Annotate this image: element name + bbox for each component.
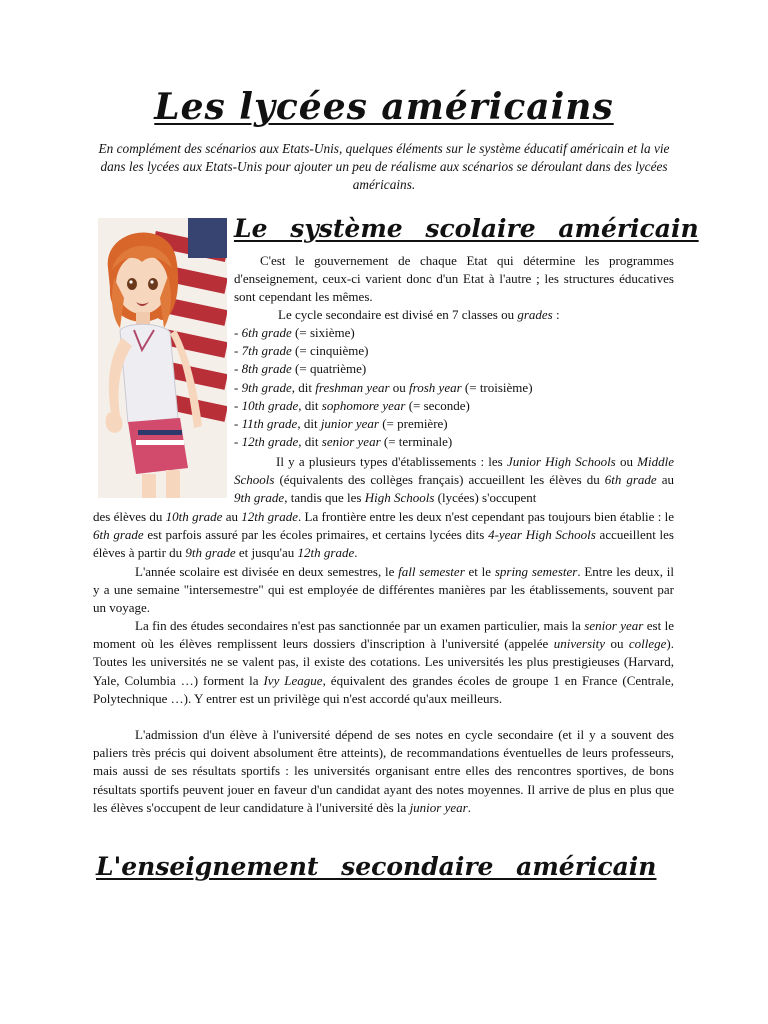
list-item: - 12th grade, dit senior year (= terminale) <box>234 434 453 450</box>
list-item: - 11th grade, dit junior year (= première) <box>234 416 448 432</box>
anime-girl-flag-illustration-icon <box>98 218 227 498</box>
grades-list <box>234 324 674 451</box>
paragraph-cycle-secondaire: Le cycle secondaire est divisé en 7 classes ou grades : <box>278 307 560 322</box>
paragraph-annee-scolaire: L'année scolaire est divisée en deux semestres, le fall semester et le spring semester. Entre les deux, il y a une semaine "intersemestre" qui est employée de différentes manières par les établissements, souvent par un voyage. <box>93 564 674 616</box>
list-item: - 10th grade, dit sophomore year (= seconde) <box>234 397 470 413</box>
paragraph-fin-etudes: La fin des études secondaires n'est pas sanctionnée par un examen particulier, mais la senior year est le moment où les élèves remplissent leurs dossiers d'inscription à l'université (appelée university ou college). Toutes les universités ne se valent pas, il existe des cotations. Les universités les plus prestigieuses (Harvard, Yale, Columbia …) forment la Ivy League, équivalent des grandes écoles de groupe 1 en France (Centrale, Polytechnique …). Y entrer est un privilège qui n'est accordé qu'aux meilleurs. <box>93 618 675 706</box>
list-item: - 6th grade (= sixième) <box>234 325 355 340</box>
paragraph-types-etablissements-b: des élèves du 10th grade au 12th grade. La frontière entre les deux n'est cependant pas toujours bien établie : le 6th grade est parfois assuré par les écoles primaires, et certains lycées dits 4-year High Schools accueillent les élèves à partir du 9th grade et jusqu'au 12th grade. <box>93 509 675 561</box>
section-heading-systeme-scolaire: Le système scolaire américain <box>234 214 699 243</box>
page-title: Les lycées américains <box>154 86 614 128</box>
paragraph-types-etablissements-a: Il y a plusieurs types d'établissements : les Junior High Schools ou Middle Schools (équivalents des collèges français) accueillent les élèves du 6th grade au 9th grade, tandis que les High Schools (lycées) s'occupent <box>234 454 674 506</box>
paragraph-admission: L'admission d'un élève à l'université dépend de ses notes en cycle secondaire (et il y a souvent des paliers très précis qui doivent absolument être atteints), de recommandations éventuelles de leurs professeurs, mais aussi de ses résultats sportifs : les universités organisant entre elles des rencontres sportives, de bons résultats sportifs peuvent jouer en faveur d'un candidat ayant des notes moyennes. Il arrive de plus en plus que les élèves s'occupent de leur candidature à l'université dès la junior year. <box>93 727 674 815</box>
section-heading-enseignement-secondaire: L'enseignement secondaire américain <box>96 852 657 881</box>
list-item: - 8th grade (= quatrième) <box>234 361 367 377</box>
list-item: - 9th grade, dit freshman year ou frosh year (= troisième) <box>234 379 533 395</box>
intro-paragraph: En complément des scénarios aux Etats-Unis, quelques éléments sur le système éducatif américain et la vie dans les lycées aux Etats-Unis pour ajouter un peu de réalisme aux scénarios se déroulant dans des lycées américains. <box>98 141 670 192</box>
list-item: - 7th grade (= cinquième) <box>234 343 369 359</box>
paragraph-gouvernement: C'est le gouvernement de chaque Etat qui détermine les programmes d'enseignement, ceux-ci varient donc d'un Etat à l'autre ; les structures éducatives sont cependant les mêmes. <box>234 253 674 305</box>
